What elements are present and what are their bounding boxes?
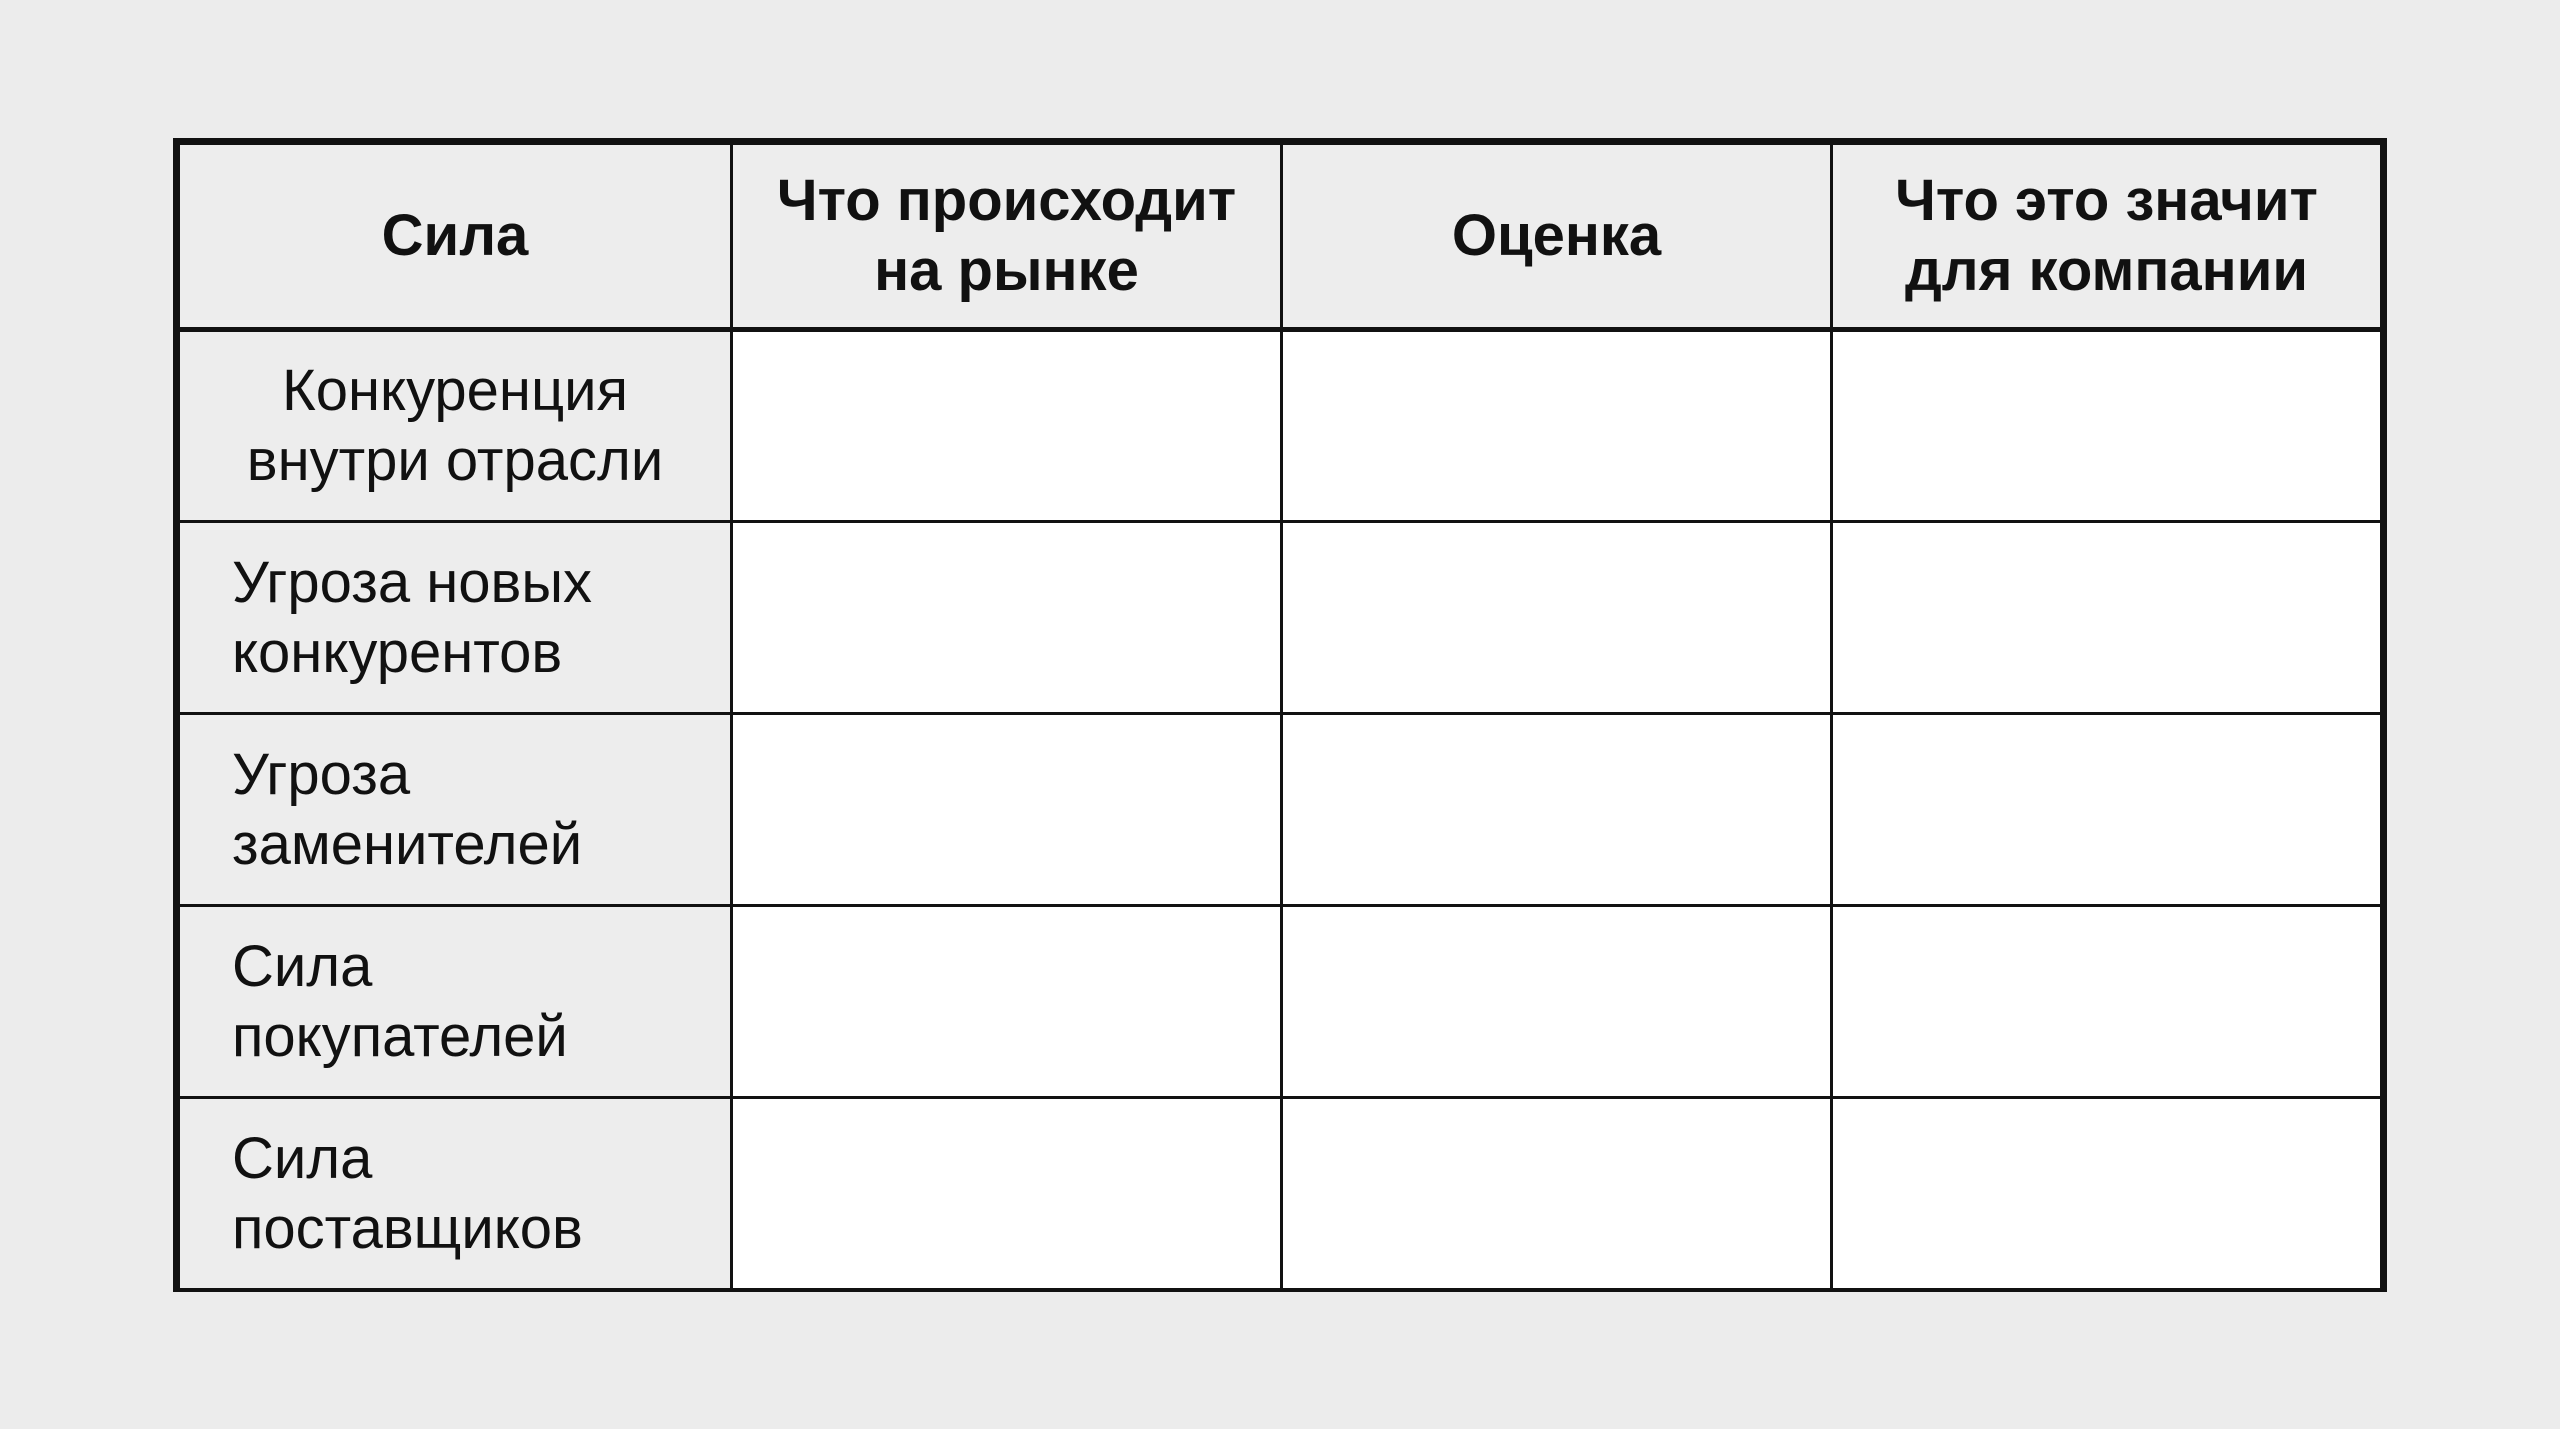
- force-cell: Угроза заменителей: [179, 714, 732, 906]
- meaning-cell[interactable]: [1832, 1098, 2382, 1290]
- force-cell: Сила поставщиков: [179, 1098, 732, 1290]
- table-row: [179, 906, 2382, 1098]
- table-row: [179, 1098, 2382, 1290]
- header-market: Что происходит на рынке: [732, 144, 1282, 330]
- score-cell[interactable]: [1282, 714, 1832, 906]
- market-cell[interactable]: [732, 1098, 1282, 1290]
- market-cell[interactable]: [732, 522, 1282, 714]
- meaning-cell[interactable]: [1832, 522, 2382, 714]
- table-header-row: [179, 144, 2382, 330]
- market-cell[interactable]: [732, 330, 1282, 522]
- meaning-cell[interactable]: [1832, 906, 2382, 1098]
- score-cell[interactable]: [1282, 330, 1832, 522]
- header-score: Оценка: [1282, 144, 1832, 330]
- market-cell[interactable]: [732, 714, 1282, 906]
- score-cell[interactable]: [1282, 906, 1832, 1098]
- five-forces-table-frame: [173, 138, 2387, 1292]
- market-cell[interactable]: [732, 906, 1282, 1098]
- score-cell[interactable]: [1282, 1098, 1832, 1290]
- table-row: [179, 714, 2382, 906]
- force-cell: Сила покупателей: [179, 906, 732, 1098]
- table-row: [179, 522, 2382, 714]
- header-meaning: Что это значит для компании: [1832, 144, 2382, 330]
- five-forces-table: [177, 142, 2383, 1291]
- force-cell: Конкуренция внутри отрасли: [179, 330, 732, 522]
- meaning-cell[interactable]: [1832, 714, 2382, 906]
- force-cell: Угроза новых конкурентов: [179, 522, 732, 714]
- score-cell[interactable]: [1282, 522, 1832, 714]
- header-force: Сила: [179, 144, 732, 330]
- meaning-cell[interactable]: [1832, 330, 2382, 522]
- table-row: [179, 330, 2382, 522]
